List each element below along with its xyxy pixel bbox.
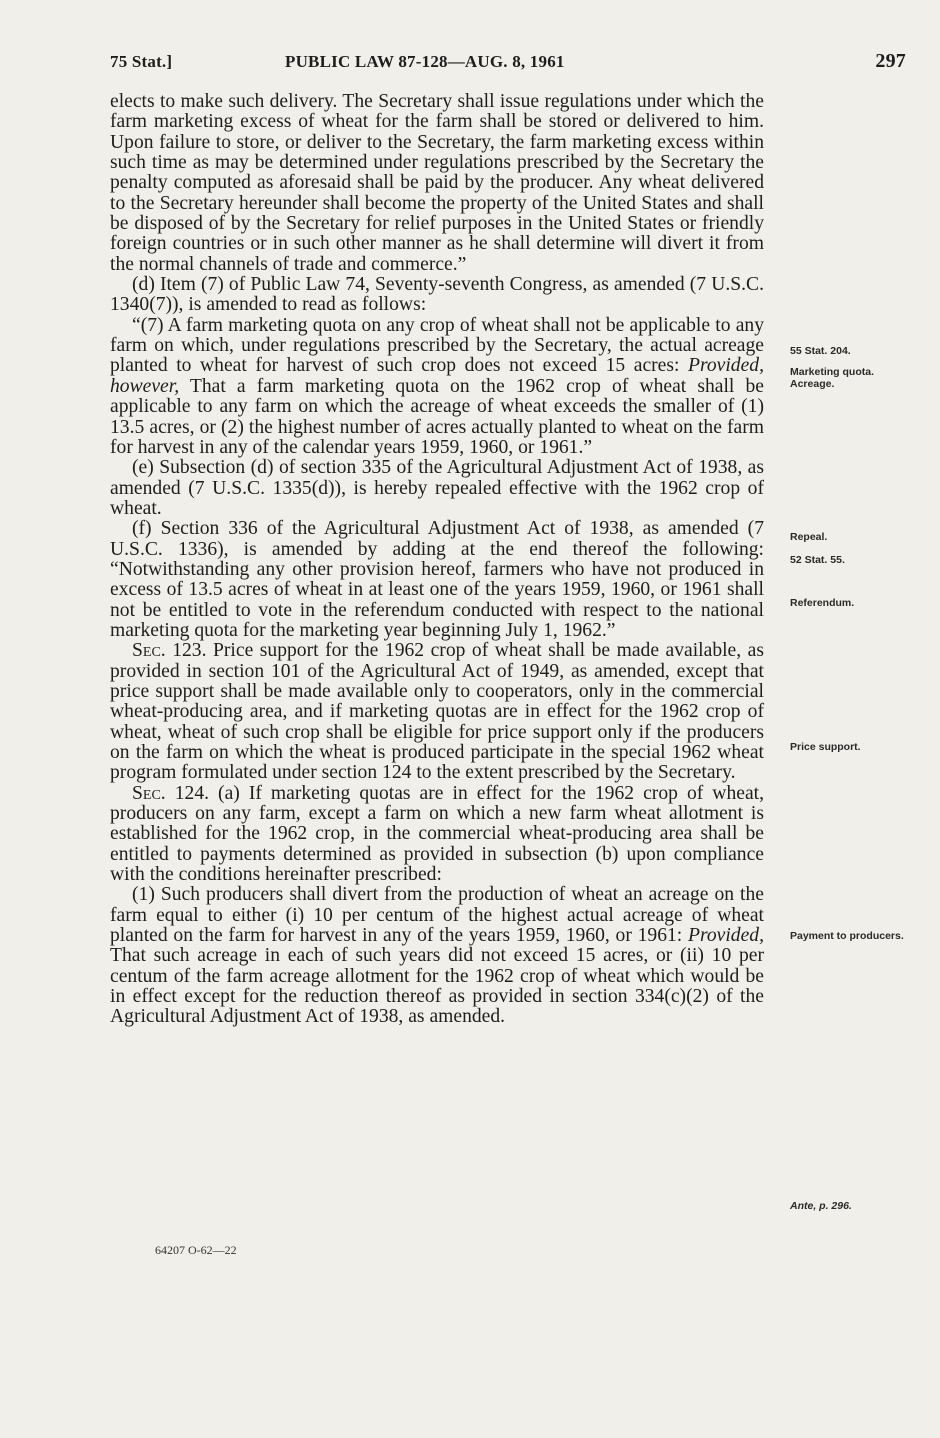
sec-label-124: Sec. <box>132 782 166 804</box>
paragraph-f: (f) Section 336 of the Agricultural Adjustment Act of 1938, as amended (7 U.S.C. 1336), is amended by adding at the end thereof the following: “Notwithstanding any other provision hereof, farmers who have not produced in excess of 13.5 acres of wheat in at least one of the years 1959, 1960, or 1961 shall not be entitled to vote in the referendum conducted with respect to the national marketing quota for the marketing year beginning July 1, 1962.” <box>110 518 764 641</box>
item-7-text: “(7) A farm marketing quota on any crop of wheat shall not be applicable to any farm on which, under regulations prescribed by the Secretary, the actual acreage planted to wheat for harvest of such crop does not exceed 15 acres: <box>110 314 764 377</box>
paragraph-continuation: elects to make such delivery. The Secretary shall issue regulations under which the farm marketing excess of wheat for the farm shall be stored or delivered to him. Upon failure to store, or deliver to the Secretary, the farm marketing excess within such time as may be determined under regulations prescribed by the Secretary the penalty computed as aforesaid shall be paid by the producer. Any wheat delivered to the Secretary hereunder shall become the property of the United States and shall be disposed of by the Secretary for relief purposes in the United States or friendly foreign countries or in such other manner as he shall determine will divert it from the normal channels of trade and commerce.” <box>110 91 764 275</box>
margin-note-referendum: Referendum. <box>790 597 855 609</box>
paragraph-d: (d) Item (7) of Public Law 74, Seventy-seventh Congress, as amended (7 U.S.C. 1340(7)), is amended to read as follows: <box>110 274 764 316</box>
print-code: 64207 O-62—22 <box>155 1243 237 1257</box>
volume-reference: 75 Stat.] <box>110 52 173 71</box>
item-7-proviso-text: That a farm marketing quota on the 1962 crop of wheat shall be applicable to any farm on which the acreage of wheat exceeds the smaller of (1) 13.5 acres, or (2) the highest number of acres actually planted to wheat on the farm for harvest in any of the calendar years 1959, 1960, or 1961.” <box>110 375 764 458</box>
margin-note-marketing-quota: Marketing quota. Acreage. <box>790 366 875 390</box>
proviso-however: Provided, however, <box>110 355 764 397</box>
paragraph-e: (e) Subsection (d) of section 335 of the Agricultural Adjustment Act of 1938, as amended (7 U.S.C. 1335(d)), is hereby repealed effective with the 1962 crop of wheat. <box>110 457 764 519</box>
law-title: PUBLIC LAW 87-128—AUG. 8, 1961 <box>285 52 565 71</box>
section-123-text: 123. Price support for the 1962 crop of wheat shall be made available, as provided in section 101 of the Agricultural Act of 1949, as amended, except that price support shall be made available only to cooperators, only in the commercial wheat-producing area, and if marketing quotas are in effect for the 1962 crop of wheat, wheat of such crop shall be eligible for price support only if the producers on the farm on which the wheat is produced participate in the special 1962 wheat program formulated under section 124 to the extent prescribed by the Secretary. <box>110 640 764 784</box>
page-number: 297 <box>875 50 906 72</box>
section-124 <box>110 784 764 886</box>
margin-note-ante-text: Ante, p. 296. <box>790 1200 852 1212</box>
proviso: Provided, <box>688 925 764 947</box>
sec-label-123: Sec. <box>132 640 166 662</box>
margin-note-citation: 55 Stat. 204. <box>790 345 851 357</box>
margin-note-ante <box>790 1200 920 1212</box>
main-text <box>110 92 764 1028</box>
paragraph-1 <box>110 885 764 1027</box>
paragraph-1-proviso-text: That such acreage in each of such years did not exceed 15 acres, or (ii) 10 per centum of the farm acreage allotment for the 1962 crop of wheat which would be in effect except for the reduction thereof as provided in section 334(c)(2) of the Agricultural Adjustment Act of 1938, as amended. <box>110 945 764 1028</box>
margin-note-repeal: Repeal. <box>790 531 828 543</box>
section-124-text: 124. (a) If marketing quotas are in effect for the 1962 crop of wheat, producers on any farm, except a farm on which a new farm wheat allotment is established for the 1962 crop, in the commercial wheat-producing area shall be entitled to payments determined as provided in subsection (b) upon compliance with the conditions hereinafter prescribed: <box>110 782 764 886</box>
paragraph-1-text: (1) Such producers shall divert from the production of wheat an acreage on the farm equal to either (i) 10 per centum of the highest actual acreage of wheat planted on the farm for harvest in any of the years 1959, 1960, or 1961: <box>110 884 764 947</box>
section-123 <box>110 641 764 783</box>
margin-note-price-support: Price support. <box>790 741 861 753</box>
running-header <box>110 52 910 78</box>
margin-note-payment: Payment to producers. <box>790 930 904 942</box>
margin-note-citation-2: 52 Stat. 55. <box>790 554 845 566</box>
paragraph-item-7 <box>110 316 764 458</box>
